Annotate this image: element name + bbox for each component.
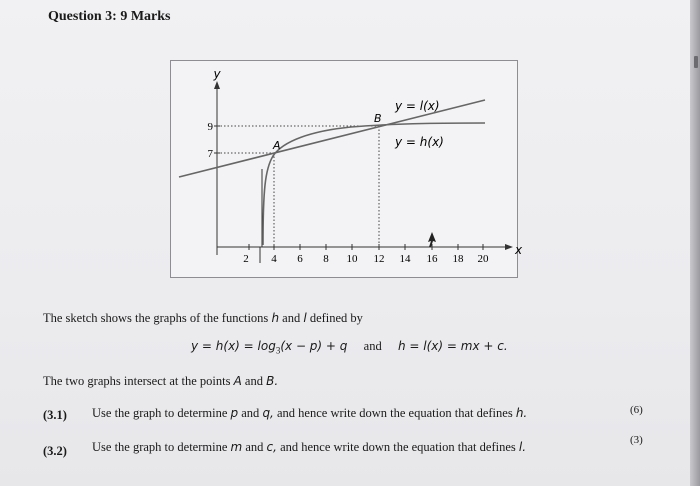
intro-text: The sketch shows the graphs of the functions — [43, 311, 269, 325]
x-tick-20: 20 — [477, 253, 489, 265]
question-title: Question 3: 9 Marks — [48, 9, 171, 24]
x-tick-14: 14 — [399, 253, 411, 265]
y-axis-label: y — [213, 67, 221, 81]
sq1-v1: p — [230, 406, 239, 420]
curve-h — [263, 123, 485, 245]
intersect-a: A — [233, 374, 242, 388]
subquestion-number-3-1: (3.1) — [43, 408, 67, 422]
formula-sub: 3 — [275, 345, 281, 356]
x-tick-4: 4 — [271, 253, 277, 265]
graph-svg — [171, 61, 523, 277]
intersect-b: B. — [266, 374, 279, 388]
y-tick-9: 9 — [207, 121, 213, 133]
point-a-label: A — [273, 139, 281, 152]
sq2-post: and hence write down the equation that defines — [280, 440, 516, 454]
formula-right: h = l(x) = mx + c. — [397, 339, 508, 353]
sq1-post: and hence write down the equation that defines — [277, 406, 513, 420]
sq2-v1: m — [230, 440, 243, 454]
x-axis-arrow-icon — [505, 244, 513, 250]
sq1-v2: q, — [262, 406, 274, 420]
x-tick-16: 16 — [426, 253, 438, 265]
x-axis-label: x — [515, 243, 523, 257]
intersect-text: The two graphs intersect at the points — [43, 374, 231, 388]
guide-lines — [217, 126, 379, 247]
intro-h: h — [271, 311, 280, 325]
formula-line — [191, 339, 508, 356]
sq1-and: and — [241, 406, 260, 420]
sq2-pre: Use the graph to determine — [92, 440, 228, 454]
intro-line — [43, 311, 363, 326]
sq2-and: and — [245, 440, 264, 454]
formula-and: and — [363, 339, 382, 353]
sq1-pre: Use the graph to determine — [92, 406, 228, 420]
x-tick-10: 10 — [346, 253, 358, 265]
sq2-fn: l. — [518, 440, 527, 454]
intro-l: l — [303, 311, 307, 325]
y-axis-arrow-icon — [214, 81, 220, 89]
y-tick-7: 7 — [207, 148, 213, 160]
x-tick-8: 8 — [323, 253, 329, 265]
curve-h-label: y = h(x) — [395, 135, 444, 149]
intro-and: and — [282, 311, 301, 325]
x-tick-2: 2 — [243, 253, 249, 265]
sq2-v2: c, — [266, 440, 277, 454]
point-b-label: B — [374, 112, 382, 125]
marks-3-2: (3) — [630, 434, 643, 446]
scroll-indicator — [694, 56, 698, 68]
line-l-label: y = l(x) — [395, 99, 440, 113]
x-tick-12: 12 — [373, 253, 385, 265]
intro-end: defined by — [309, 311, 363, 325]
subquestion-text-3-1 — [92, 406, 527, 421]
x-tick-6: 6 — [297, 253, 303, 265]
graph-sketch — [170, 60, 523, 278]
marks-3-1: (6) — [630, 404, 643, 416]
formula-arg: (x − p) + q — [280, 339, 348, 353]
intersect-and: and — [244, 374, 263, 388]
subquestion-text-3-2 — [92, 440, 526, 455]
formula-left: y = h(x) = log — [191, 339, 276, 353]
intersect-line — [43, 374, 278, 389]
x-tick-18: 18 — [452, 253, 464, 265]
sq1-fn: h. — [515, 406, 528, 420]
page-edge — [690, 0, 700, 486]
subquestion-number-3-2: (3.2) — [43, 444, 67, 458]
